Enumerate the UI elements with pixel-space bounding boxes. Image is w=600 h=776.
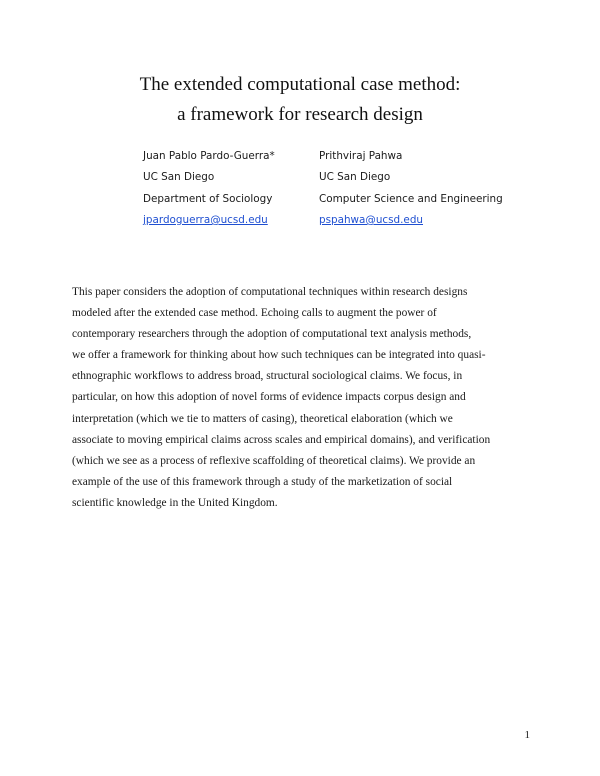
author-email-link[interactable]: pspahwa@ucsd.edu [319, 213, 423, 226]
paper-title [0, 70, 600, 130]
author-name: Prithviraj Pahwa [319, 150, 403, 162]
author-department: Computer Science and Engineering [319, 192, 503, 205]
abstract-line: This paper considers the adoption of computational techniques within research designs [72, 286, 468, 298]
author-institution: UC San Diego [319, 171, 391, 184]
abstract-line: particular, on how this adoption of novel forms of evidence impacts corpus design and [72, 391, 466, 404]
abstract-line: we offer a framework for thinking about how such techniques can be integrated into quasi- [72, 349, 486, 362]
author-1 [143, 146, 275, 231]
author-institution: UC San Diego [143, 171, 215, 184]
abstract-line: modeled after the extended case method. Echoing calls to augment the power of [72, 307, 437, 320]
abstract [72, 282, 524, 514]
abstract-line: (which we see as a process of reflexive scaffolding of theoretical claims). We provide an [72, 454, 476, 467]
abstract-line: ethnographic workflows to address broad, structural sociological claims. We focus, in [72, 370, 463, 383]
title-line-2: a framework for research design [177, 104, 423, 125]
author-name: Juan Pablo Pardo-Guerra* [143, 150, 275, 162]
author-department: Department of Sociology [143, 192, 273, 205]
abstract-line: scientific knowledge in the United Kingdom. [72, 496, 278, 509]
page-number: 1 [524, 729, 530, 741]
author-email-link[interactable]: jpardoguerra@ucsd.edu [143, 213, 268, 226]
abstract-line: example of the use of this framework through a study of the marketization of social [72, 475, 453, 488]
abstract-line: contemporary researchers through the adoption of computational text analysis methods, [72, 328, 472, 341]
abstract-line: associate to moving empirical claims across scales and empirical domains), and verification [72, 433, 491, 446]
author-2 [319, 146, 503, 231]
title-line-1: The extended computational case method: [139, 74, 461, 95]
abstract-line: interpretation (which we tie to matters of casing), theoretical elaboration (which we [72, 412, 453, 425]
